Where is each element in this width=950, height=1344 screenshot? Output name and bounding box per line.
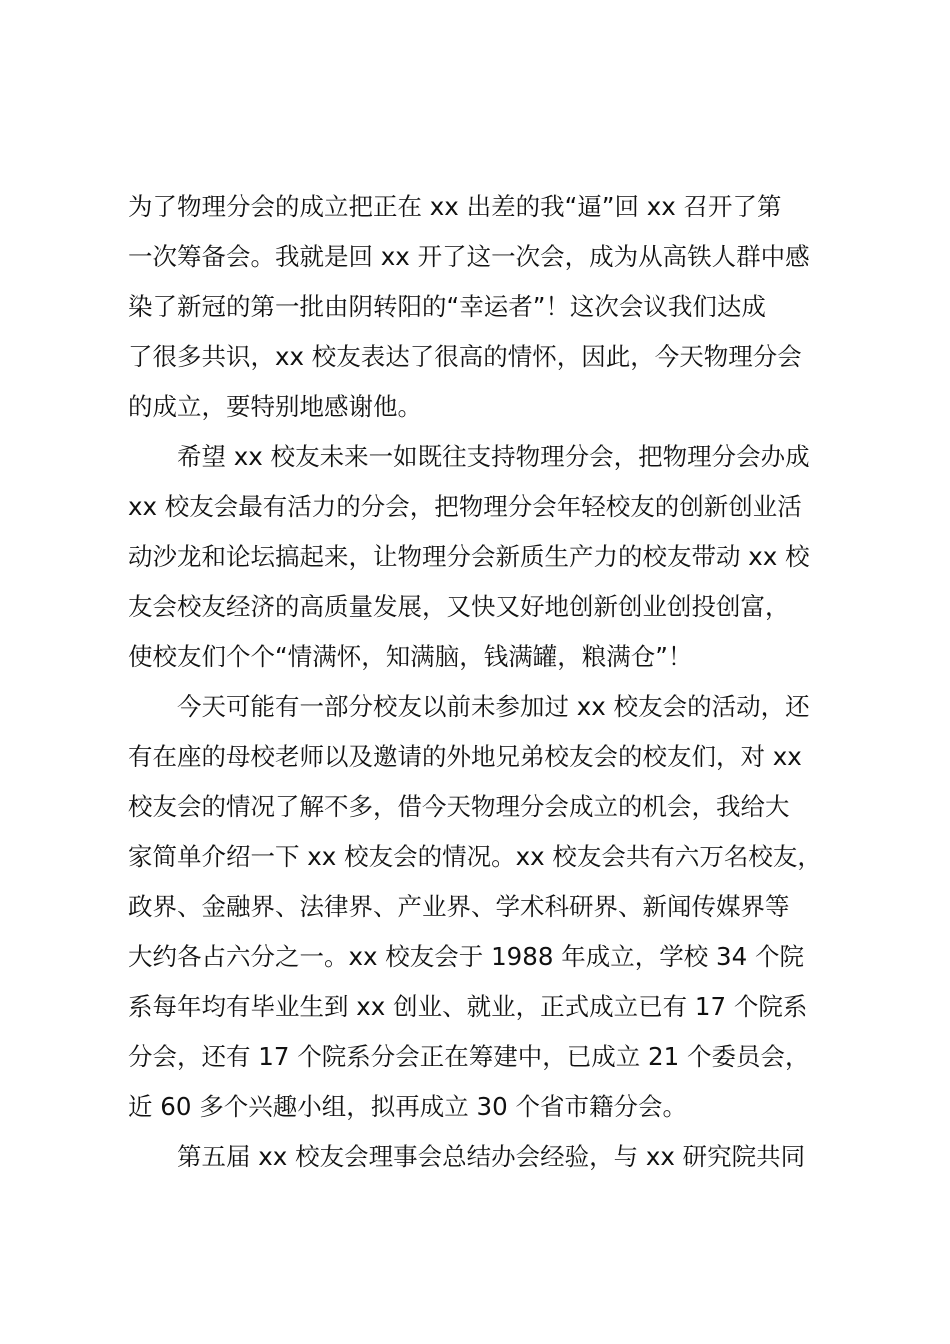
text-line: 的成立，要特别地感谢他。 [128,392,422,421]
paragraph-start-line: 希望 xx 校友未来一如既往支持物理分会，把物理分会办成 [177,442,810,471]
text-line: 使校友们个个“情满怀，知满脑，钱满罐，粮满仓”！ [128,642,693,671]
text-line: 为了物理分会的成立把正在 xx 出差的我“逼”回 xx 召开了第 [128,192,782,221]
text-line: 校友会的情况了解不多，借今天物理分会成立的机会，我给大 [128,792,790,821]
text-line: 分会，还有 17 个院系分会正在筹建中，已成立 21 个委员会， [128,1042,810,1071]
text-line: 大约各占六分之一。xx 校友会于 1988 年成立，学校 34 个院 [128,942,804,971]
text-line: 近 60 多个兴趣小组，拟再成立 30 个省市籍分会。 [128,1092,687,1121]
text-line: 了很多共识，xx 校友表达了很高的情怀，因此，今天物理分会 [128,342,802,371]
text-line: 友会校友经济的高质量发展，又快又好地创新创业创投创富， [128,592,790,621]
paragraph-start-line: 第五届 xx 校友会理事会总结办会经验，与 xx 研究院共同 [177,1142,806,1171]
text-line: 政界、金融界、法律界、产业界、学术科研界、新闻传媒界等 [128,892,790,921]
paragraph-start-line: 今天可能有一部分校友以前未参加过 xx 校友会的活动，还 [177,692,810,721]
text-line: 系每年均有毕业生到 xx 创业、就业，正式成立已有 17 个院系 [128,992,808,1021]
text-line: xx 校友会最有活力的分会，把物理分会年轻校友的创新创业活 [128,492,802,521]
body-text [128,182,828,1182]
text-line: 有在座的母校老师以及邀请的外地兄弟校友会的校友们，对 xx [128,742,802,771]
text-line: 动沙龙和论坛搞起来，让物理分会新质生产力的校友带动 xx 校 [128,542,810,571]
text-line: 一次筹备会。我就是回 xx 开了这一次会，成为从高铁人群中感 [128,242,810,271]
text-line: 染了新冠的第一批由阴转阳的“幸运者”！这次会议我们达成 [128,292,766,321]
text-line: 家简单介绍一下 xx 校友会的情况。xx 校友会共有六万名校友， [128,842,822,871]
